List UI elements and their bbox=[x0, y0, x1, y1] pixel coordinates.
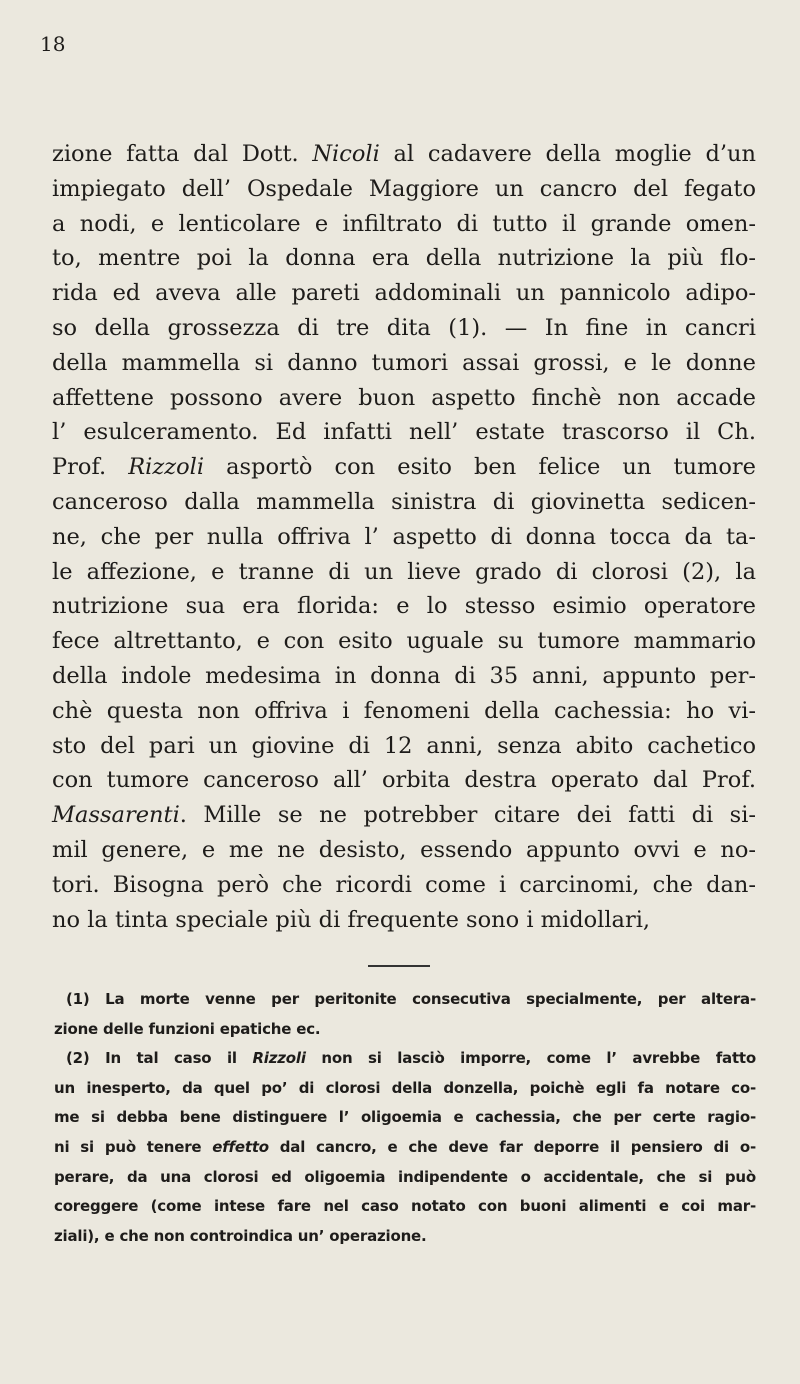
italic-name: Rizzoli bbox=[252, 1049, 306, 1068]
text-line bbox=[52, 868, 756, 903]
text-line bbox=[52, 381, 756, 416]
italic-name: Nicoli bbox=[312, 141, 380, 167]
text-line bbox=[52, 137, 756, 172]
text-run: zione fatta dal Dott. bbox=[52, 141, 313, 167]
footnote-line bbox=[54, 1074, 756, 1104]
text-run: dal cancro, e che deve far deporre il pensiero di o- bbox=[268, 1137, 756, 1156]
footnote-line bbox=[54, 1044, 756, 1074]
text-run: (1) La morte venne per peritonite consecutiva specialmente, per altera- bbox=[66, 990, 756, 1008]
footnote-separator bbox=[368, 965, 430, 967]
text-run: canceroso dalla mammella sinistra di giovinetta sedicen- bbox=[52, 488, 756, 515]
text-run: a nodi, e lenticolare e infiltrato di tutto il grande omen- bbox=[52, 210, 756, 237]
text-line bbox=[52, 485, 756, 520]
text-run: le affezione, e tranne di un lieve grado di clorosi (2), la bbox=[52, 558, 756, 585]
text-run: della indole medesima in donna di 35 anni, appunto per- bbox=[52, 662, 756, 689]
text-line bbox=[52, 589, 756, 624]
text-line bbox=[52, 798, 756, 833]
text-run: fece altrettanto, e con esito uguale su tumore mammario bbox=[52, 628, 756, 655]
text-line bbox=[52, 276, 756, 311]
text-line bbox=[52, 694, 756, 729]
text-run: al cadavere della moglie d’un bbox=[379, 141, 756, 167]
text-run: mil genere, e me ne desisto, essendo appunto ovvi e no- bbox=[52, 836, 756, 863]
footnote-line bbox=[54, 1103, 756, 1133]
text-line bbox=[52, 172, 756, 207]
text-line bbox=[52, 729, 756, 764]
text-run: rida ed aveva alle pareti addominali un pannicolo adipo- bbox=[52, 280, 756, 307]
text-run: so della grossezza di tre dita (1). — In fine in cancri bbox=[52, 314, 756, 341]
text-run: sto del pari un giovine di 12 anni, senza abito cachetico bbox=[52, 732, 756, 759]
text-run: coreggere (come intese fare nel caso notato con buoni alimenti e coi mar- bbox=[54, 1197, 756, 1216]
text-run: ni si può tenere bbox=[54, 1137, 213, 1156]
text-run: zione delle funzioni epatiche ec. bbox=[54, 1019, 321, 1038]
text-run: ziali), e che non controindica un’ operazione. bbox=[54, 1226, 427, 1245]
italic-name: effetto bbox=[212, 1137, 269, 1156]
footnote-line bbox=[54, 1133, 756, 1163]
text-run: con tumore canceroso all’ orbita destra operato dal Prof. bbox=[52, 767, 756, 794]
text-line bbox=[52, 241, 756, 276]
text-line bbox=[52, 450, 756, 485]
text-run: me si debba bene distinguere l’ oligoemia e cachessia, che per certe ragio- bbox=[54, 1108, 756, 1127]
text-run: della mammella si danno tumori assai grossi, e le donne bbox=[52, 349, 756, 376]
text-run: non si lasciò imporre, come l’ avrebbe fatto bbox=[305, 1049, 756, 1068]
text-line bbox=[52, 311, 756, 346]
text-line bbox=[52, 346, 756, 381]
body-text bbox=[52, 137, 756, 937]
italic-name: Massarenti bbox=[52, 802, 180, 829]
text-run: impiegato dell’ Ospedale Maggiore un cancro del fegato bbox=[52, 175, 756, 202]
text-run: to, mentre poi la donna era della nutrizione la più flo- bbox=[52, 245, 756, 272]
text-line bbox=[52, 763, 756, 798]
text-run: ne, che per nulla offriva l’ aspetto di donna tocca da ta- bbox=[52, 523, 756, 550]
text-line bbox=[52, 415, 756, 450]
footnotes bbox=[54, 985, 756, 1251]
text-line bbox=[52, 659, 756, 694]
footnote-line bbox=[54, 1192, 756, 1222]
text-run: perare, da una clorosi ed oligoemia indipendente o accidentale, che si può bbox=[54, 1167, 756, 1186]
text-run: (2) In tal caso il bbox=[66, 1049, 253, 1068]
text-run: asportò con esito ben felice un tumore bbox=[204, 454, 756, 481]
page-number: 18 bbox=[40, 32, 66, 56]
text-line bbox=[52, 833, 756, 868]
text-run: . Mille se ne potrebber citare dei fatti di si- bbox=[179, 802, 756, 829]
text-run: no la tinta speciale più di frequente sono i midollari, bbox=[52, 906, 651, 933]
footnote-line bbox=[54, 1222, 756, 1252]
italic-name: Rizzoli bbox=[128, 454, 205, 481]
text-run: Prof. bbox=[52, 454, 129, 481]
text-run: chè questa non offriva i fenomeni della cachessia: ho vi- bbox=[52, 697, 756, 724]
footnote-line bbox=[54, 1163, 756, 1193]
text-run: nutrizione sua era florida: e lo stesso esimio operatore bbox=[52, 593, 756, 620]
text-line bbox=[52, 624, 756, 659]
footnote-line bbox=[54, 1015, 756, 1045]
text-run: affettene possono avere buon aspetto finchè non accade bbox=[52, 384, 756, 411]
text-run: un inesperto, da quel po’ di clorosi della donzella, poichè egli fa notare co- bbox=[54, 1078, 756, 1097]
text-run: l’ esulceramento. Ed infatti nell’ estate trascorso il Ch. bbox=[52, 419, 756, 446]
text-line bbox=[52, 903, 756, 938]
footnote-line bbox=[54, 985, 756, 1015]
text-line bbox=[52, 207, 756, 242]
text-run: tori. Bisogna però che ricordi come i carcinomi, che dan- bbox=[52, 871, 756, 898]
text-line bbox=[52, 555, 756, 590]
text-line bbox=[52, 520, 756, 555]
